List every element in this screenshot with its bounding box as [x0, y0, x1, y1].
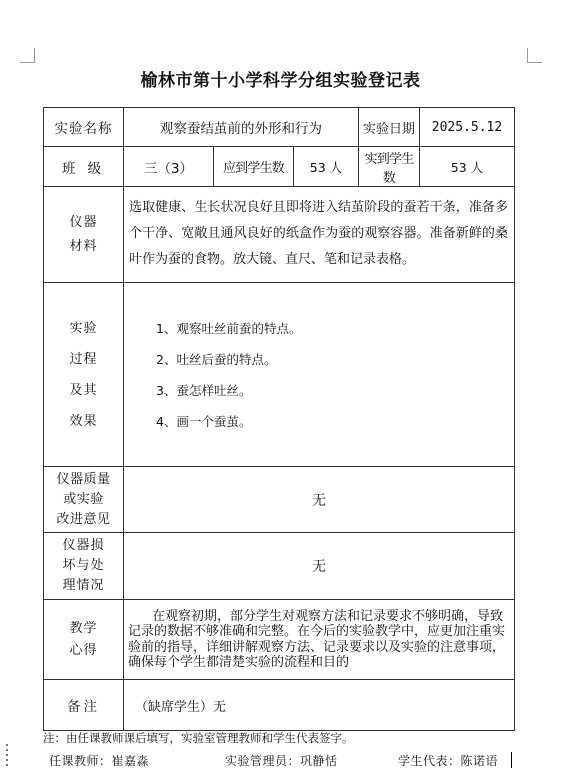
feelings-cell[interactable] — [124, 600, 515, 680]
row-class-info — [44, 147, 515, 187]
equipment-label-line-1: 仪器 — [69, 214, 98, 230]
feelings-text: 在观察初期，部分学生对观察方法和记录要求不够明确，导致记录的数据不够准确和完整。在今后的实验教学中，应更加注重实验前的指导，详细讲解观察方法、记录要求以及实验的注意事项，确保每个学生都清楚实验的流程和目的 — [128, 608, 506, 670]
process-step: 3、蚕怎样吐丝。 — [156, 382, 252, 398]
feelings-label — [44, 600, 124, 680]
manager-signature: 实验管理员：巩静恬 — [225, 754, 338, 768]
class-value[interactable]: 三（3） — [124, 147, 214, 187]
quality-label-line-3: 改进意见 — [56, 511, 111, 527]
equipment-label — [44, 187, 124, 283]
damage-label-line-1: 仪器损 — [62, 538, 105, 553]
experiment-date-value[interactable]: 2025.5.12 — [420, 108, 515, 147]
drag-handle-icon[interactable] — [6, 744, 14, 768]
row-quality — [44, 467, 515, 533]
experiment-record-table — [43, 107, 515, 731]
expected-students-value[interactable]: 53 人 — [294, 147, 359, 187]
quality-value[interactable]: 无 — [124, 467, 515, 533]
damage-label-line-2: 坏与处 — [62, 558, 105, 573]
equipment-label-line-2: 材料 — [69, 238, 98, 254]
teacher-signature: 任课教师：崔嘉淼 — [49, 754, 150, 768]
experiment-name-label: 实验名称 — [44, 108, 124, 147]
crop-mark-top-left — [20, 48, 35, 63]
process-steps[interactable] — [124, 283, 515, 467]
feelings-label-line-1: 教学 — [69, 620, 98, 636]
quality-label-line-2: 或实验 — [63, 491, 104, 507]
row-feelings — [44, 600, 515, 680]
quality-label — [44, 467, 124, 533]
row-experiment-name — [44, 108, 515, 147]
process-step: 1、观察吐丝前蚕的特点。 — [156, 320, 302, 336]
process-step: 2、吐丝后蚕的特点。 — [156, 351, 277, 367]
process-label-line-3: 及其 — [69, 382, 98, 398]
process-label-line-1: 实验 — [69, 320, 98, 336]
feelings-label-line-2: 心得 — [69, 642, 98, 658]
equipment-text[interactable]: 选取健康、生长状况良好且即将进入结茧阶段的蚕若干条，准备多个干净、宽敞且通风良好的纸盒作为蚕的观察容器。准备新鲜的桑叶作为蚕的食物。放大镜、直尺、笔和记录表格。 — [124, 187, 515, 283]
damage-value[interactable]: 无 — [124, 533, 515, 600]
class-label: 班 级 — [44, 147, 124, 187]
row-damage — [44, 533, 515, 600]
process-step: 4、画一个蚕茧。 — [156, 413, 252, 429]
row-process — [44, 283, 515, 467]
process-label-line-2: 过程 — [69, 351, 98, 367]
remarks-value[interactable]: （缺席学生）无 — [124, 680, 515, 731]
damage-label-line-3: 理情况 — [62, 578, 105, 593]
row-equipment — [44, 187, 515, 283]
row-remarks — [44, 680, 515, 731]
expected-students-label: 应到学生数 — [214, 147, 294, 187]
footnote: 注：由任课教师课后填写，实验室管理教师和学生代表签字。 — [43, 731, 354, 745]
crop-mark-top-right — [527, 48, 542, 63]
text-cursor — [511, 752, 512, 768]
experiment-name-value[interactable]: 观察蚕结茧前的外形和行为 — [124, 108, 359, 147]
student-signature: 学生代表：陈诺语 — [398, 754, 499, 768]
process-label-line-4: 效果 — [69, 413, 98, 429]
quality-label-line-1: 仪器质量 — [56, 471, 111, 487]
actual-students-label: 实到学生数 — [359, 147, 420, 187]
experiment-date-label: 实验日期 — [359, 108, 420, 147]
damage-label — [44, 533, 124, 600]
page-title: 榆林市第十小学科学分组实验登记表 — [140, 71, 421, 91]
actual-students-value[interactable]: 53 人 — [420, 147, 515, 187]
remarks-label: 备注 — [44, 680, 124, 731]
process-label — [44, 283, 124, 467]
